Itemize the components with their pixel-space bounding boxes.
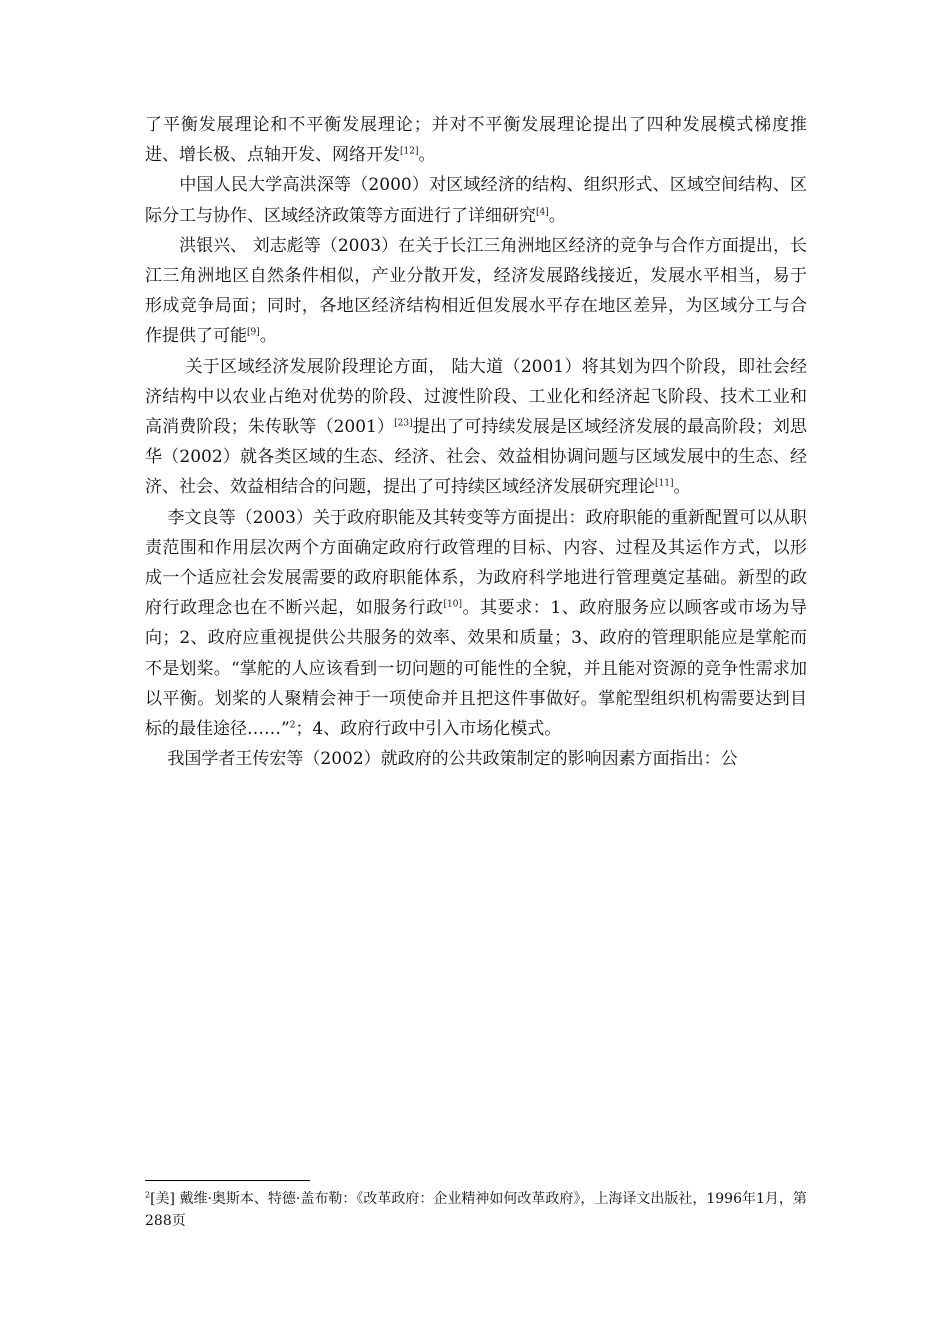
paragraph-text: 我国学者王传宏等（2002）就政府的公共政策制定的影响因素方面指出：公: [167, 749, 738, 770]
paragraph-text: 。: [418, 145, 436, 166]
body-text: [145, 110, 807, 774]
paragraph-text: 提出了可持续发展是区域经济发展的最高阶段；刘思华（2002）就各类区域的生态、经济、社会、效益相协调问题与区域发展中的生态、经济、社会、效益相结合的问题，提出了可持续区域经济发展研究理论: [145, 417, 808, 498]
paragraph: [145, 231, 807, 352]
paragraph-indent: [145, 175, 179, 195]
paragraph-text: 李文良等（2003）关于政府职能及其转变等方面提出：政府职能的重新配置可以从职责范围和作用层次两个方面确定政府行政管理的目标、内容、过程及其运作方式，以形成一个适应社会发展需要的政府职能体系，为政府科学地进行管理奠定基础。新型的政府行政理念也在不断兴起，如服务行政: [145, 507, 808, 619]
paragraph-text: 洪银兴、 刘志彪等（2003）在关于长江三角洲地区经济的竞争与合作方面提出，长江三角洲地区自然条件相似，产业分散开发，经济发展路线接近，发展水平相当，易于形成竞争局面；同时，各地区经济结构相近但发展水平存在地区差异，为区域分工与合作提供了可能: [145, 235, 808, 347]
paragraph-text: 。: [548, 205, 566, 226]
paragraph-text: 了平衡发展理论和不平衡发展理论；并对不平衡发展理论提出了四种发展模式梯度推进、增长极、点轴开发、网络开发: [145, 115, 807, 166]
paragraph-text: 。: [259, 326, 277, 347]
paragraph: [145, 503, 807, 745]
paragraph-text: 。其要求：1、政府服务应以顾客或市场为导向；2、政府应重视提供公共服务的效率、效果和质量；3、政府的管理职能应是掌舵而不是划桨。“掌舵的人应该看到一切问题的可能性的全貌，并且能对资源的竞争性需求加以平衡。划桨的人聚精会神于一项使命并且把这件事做好。掌舵型组织机构需要达到目标的最佳途径……”: [145, 598, 807, 740]
paragraph-text: 中国人民大学高洪深等（2000）对区域经济的结构、组织形式、区域空间结构、区际分工与协作、区域经济政策等方面进行了详细研究: [145, 175, 807, 226]
citation-marker: 2: [289, 720, 296, 731]
citation-marker: [11]: [655, 478, 674, 489]
paragraph: [145, 352, 807, 503]
paragraph-text: 关于区域经济发展阶段理论方面， 陆大道（2001）将其划为四个阶段，即社会经济结构中以农业占绝对优势的阶段、过渡性阶段、工业化和经济起飞阶段、技术工业和高消费阶段；朱传耿等（2001）: [145, 356, 807, 438]
paragraph-indent: [145, 236, 179, 256]
paragraph-text: 。: [673, 477, 691, 498]
paragraph-indent: [145, 749, 167, 769]
footnote: [145, 1188, 810, 1232]
paragraph-indent: [145, 508, 167, 528]
citation-marker: [23]: [394, 418, 413, 429]
footnote-text: [美] 戴维·奥斯本、特德·盖布勒：《改革政府：企业精神如何改革政府》，上海译文出版社，1996年1月，第288页: [145, 1191, 807, 1229]
citation-marker: [9]: [247, 327, 260, 338]
paragraph-text: ；4、政府行政中引入市场化模式。: [295, 719, 562, 740]
paragraph: [145, 744, 807, 774]
citation-marker: [12]: [400, 146, 419, 157]
footnote-marker: 2: [145, 1190, 151, 1200]
paragraph: [145, 170, 807, 230]
citation-marker: [10]: [443, 599, 462, 610]
paragraph-indent: [145, 357, 185, 377]
citation-marker: [4]: [536, 206, 549, 217]
footnote-separator: [145, 1180, 310, 1181]
paragraph: [145, 110, 807, 170]
